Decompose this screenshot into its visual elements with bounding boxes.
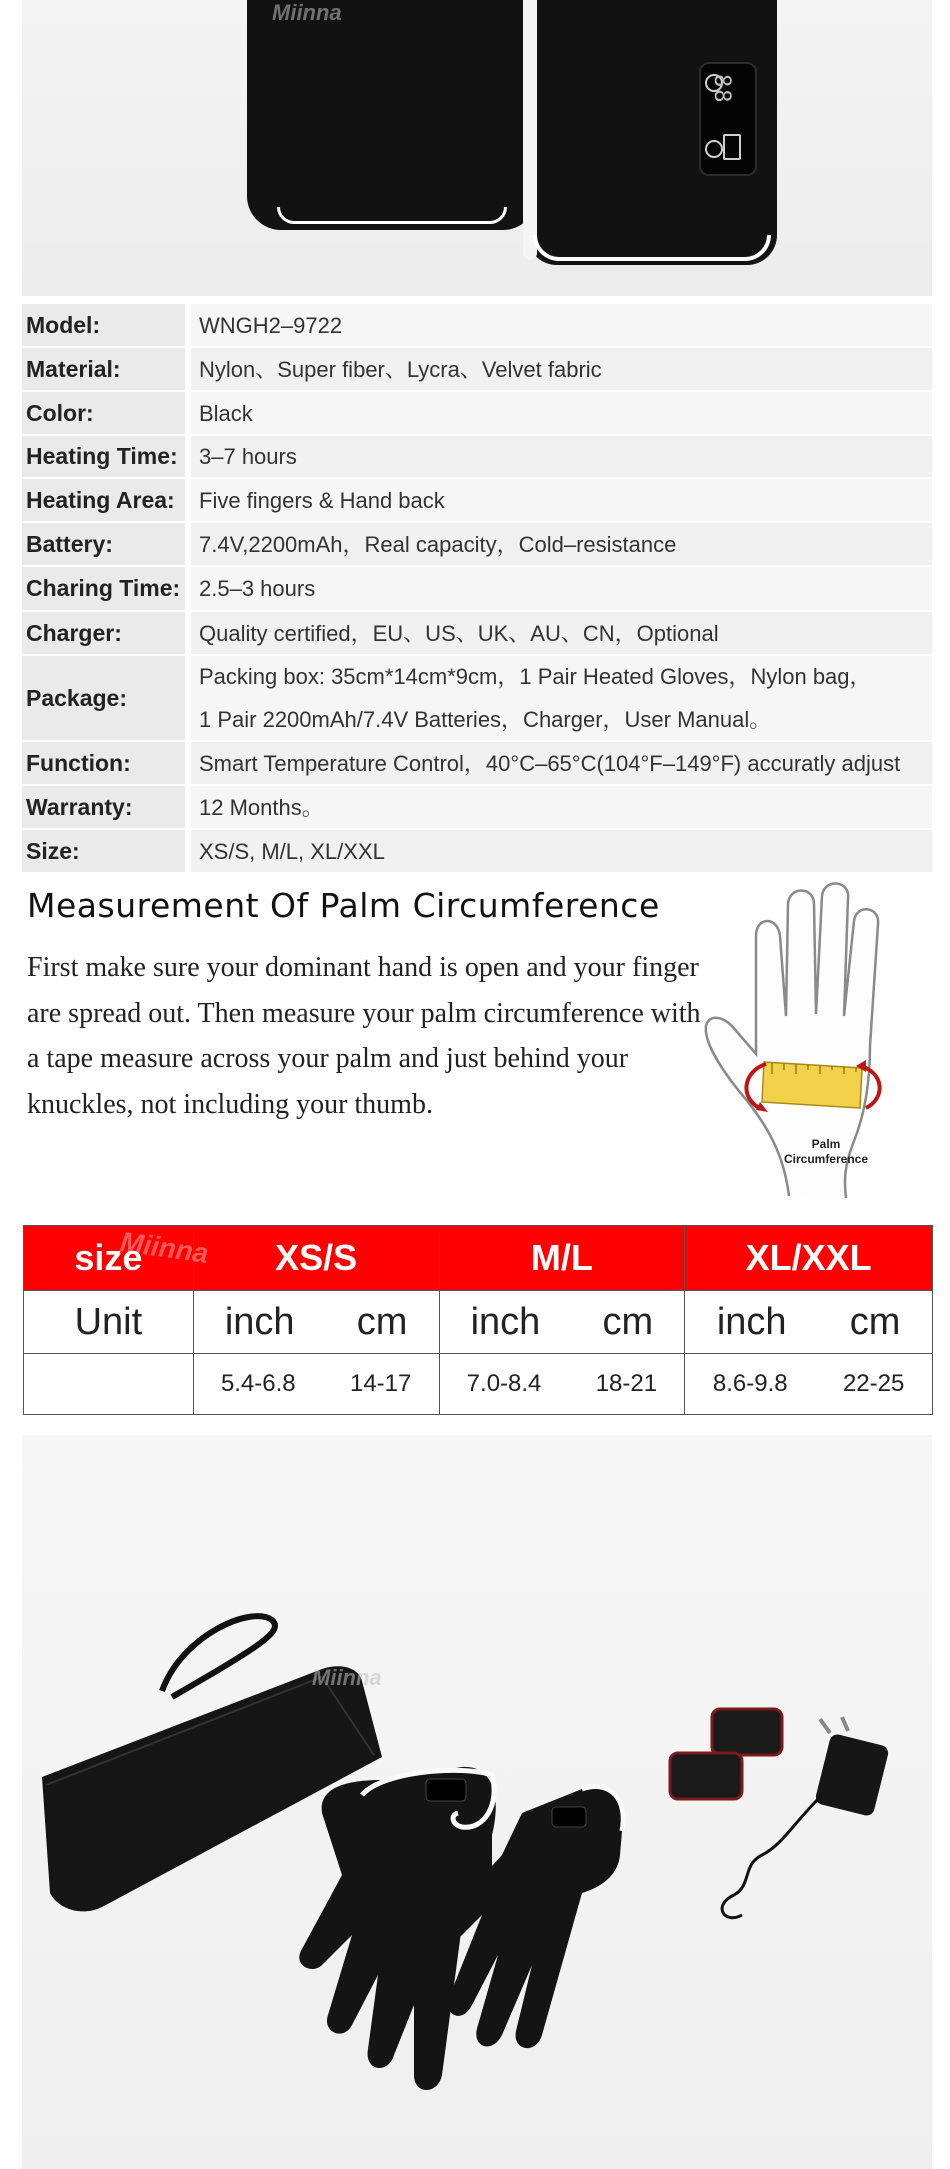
battery-icon (723, 134, 741, 160)
watermark: Miinna (272, 0, 342, 25)
spec-value-line: Black (199, 400, 253, 426)
xs-s-inch-value: 5.4-6.8 (220, 1370, 296, 1397)
spec-value-line: 12 Months。 (199, 794, 324, 820)
spec-value-line: 3–7 hours (199, 444, 297, 469)
spec-row (22, 521, 932, 565)
spec-value-line: WNGH2–9722 (199, 312, 343, 338)
spec-row (22, 784, 932, 828)
spec-label: Function: (22, 742, 185, 784)
spec-value-line: Packing box: 35cm*14cm*9cm，1 Pair Heated Gloves，Nylon bag， (199, 664, 872, 689)
temperature-display (699, 62, 757, 176)
spec-value (191, 304, 932, 346)
spec-row (22, 390, 932, 434)
product-photo-package (22, 1435, 932, 2169)
xs-s-cm-value: 14-17 (349, 1370, 412, 1397)
spec-label: Material: (22, 348, 185, 390)
table-row (24, 1354, 933, 1415)
unit-cm: cm (602, 1300, 654, 1343)
spec-row (22, 434, 932, 477)
spec-value (191, 392, 932, 434)
xl-xxl-inch-value: 8.6-9.8 (712, 1370, 788, 1397)
size-chart-header-xs-s: XS/S (193, 1226, 439, 1291)
spec-label: Size: (22, 830, 185, 872)
display-digits: 88 (709, 74, 734, 105)
spec-row (22, 610, 932, 654)
spec-label: Heating Area: (22, 479, 185, 521)
spec-value-line: 2.5–3 hours (199, 576, 316, 601)
spec-row (22, 654, 932, 740)
spec-label: Warranty: (22, 786, 185, 828)
unit-label: Unit (24, 1291, 194, 1354)
spec-value (191, 786, 932, 828)
unit-inch: inch (224, 1300, 295, 1343)
m-l-cm-value: 18-21 (595, 1370, 658, 1397)
diagram-label-palm: Palm (811, 1137, 841, 1151)
spec-value-line: 1 Pair 2200mAh/7.4V Batteries，Charger，User Manual。 (199, 707, 772, 732)
diagram-label-circumference: Circumference (783, 1152, 869, 1166)
package-contents-illustration (22, 1435, 932, 2169)
measurement-text: First make sure your dominant hand is open and your finger are spread out. Then measure your palm circumference with a tape measure across your palm and just behind your knuckles, not including your thumb. (27, 952, 701, 1120)
measurement-title: Measurement Of Palm Circumference (27, 886, 660, 925)
product-photo-cuffs (22, 0, 932, 296)
spec-value-line: 7.4V,2200mAh，Real capacity，Cold–resistance (199, 531, 677, 557)
spec-value-line: Nylon、Super fiber、Lycra、Velvet fabric (199, 356, 602, 382)
spec-label: Battery: (22, 523, 185, 565)
row-label (24, 1354, 194, 1415)
spec-value (191, 742, 932, 784)
spec-row (22, 828, 932, 872)
spec-row (22, 302, 932, 346)
watermark: Miinna (312, 1665, 382, 1690)
spec-value (191, 656, 932, 740)
spec-table (22, 302, 932, 872)
spec-value (191, 523, 932, 565)
spec-label: Charger: (22, 612, 185, 654)
spec-value-line: Five fingers & Hand back (199, 487, 445, 513)
glove-cuff-right (527, 0, 777, 265)
spec-label: Color: (22, 392, 185, 434)
spec-row (22, 740, 932, 784)
spec-row (22, 346, 932, 390)
spec-label: Model: (22, 304, 185, 346)
glove-cuff-left (247, 0, 537, 230)
spec-label: Package: (22, 656, 185, 740)
size-chart-header-xl-xxl: XL/XXL (685, 1226, 933, 1291)
size-chart-header-size: size (24, 1226, 194, 1291)
spec-value-line: XS/S, M/L, XL/XXL (199, 838, 385, 864)
spec-value (191, 348, 932, 390)
minus-button-icon (705, 140, 723, 158)
spec-label: Heating Time: (22, 436, 185, 477)
unit-inch: inch (470, 1300, 541, 1343)
spec-value (191, 612, 932, 654)
spec-value (191, 567, 932, 610)
spec-value (191, 830, 932, 872)
spec-label: Charing Time: (22, 567, 185, 610)
spec-row (22, 477, 932, 521)
size-chart-header-m-l: M/L (439, 1226, 685, 1291)
unit-inch: inch (716, 1300, 787, 1343)
unit-cm: cm (849, 1300, 901, 1343)
watermark: Miinna (118, 1225, 211, 1270)
m-l-inch-value: 7.0-8.4 (466, 1370, 542, 1397)
spec-value (191, 436, 932, 477)
spec-row (22, 565, 932, 610)
spec-value-line: Smart Temperature Control，40°C–65°C(104°F–149°F) accuratly adjust (199, 750, 901, 776)
unit-cm: cm (356, 1300, 408, 1343)
spec-value (191, 479, 932, 521)
palm-measure-diagram (694, 876, 934, 1206)
xl-xxl-cm-value: 22-25 (842, 1370, 905, 1397)
spec-value-line: Quality certified，EU、US、UK、AU、CN，Optional (199, 620, 719, 646)
